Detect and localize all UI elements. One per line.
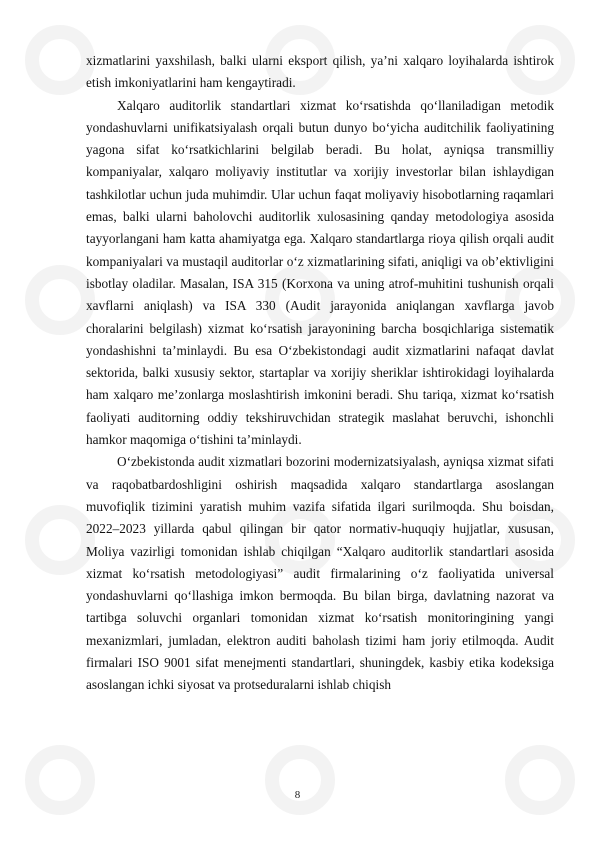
page-number: 8 [294,789,301,801]
paragraph-international-standards: Xalqaro auditorlik standartlari xizmat ko‘rsatishda qo‘llaniladigan metodik yondashuvlarni unifikatsiyalash orqali butun dunyo bo‘yicha auditchilik faoliyatining yagona sifat ko‘rsatkichlarini belgilab beradi. Bu holat, ayniqsa transmilliy kompaniyalar, xalqaro moliyaviy institutlar va xorijiy investorlar bilan ishlaydigan tashkilotlar uchun juda muhimdir. Ular uchun faqat moliyaviy hisobotlarning raqamlari emas, balki ularni baholovchi auditorlik xulosasining qanday metodologiya asosida tayyorlangani ham katta ahamiyatga ega. Xalqaro standartlarga rioya qilish orqali audit kompaniyalari va mustaqil auditorlar o‘z xizmatlarining sifati, aniqligi va ob’ektivligini isbotlay oladilar. Masalan, ISA 315 (Korxona va uning atrof-muhitini tushunish orqali xavflarni aniqlash) va ISA 330 (Audit jarayonida aniqlangan xavflarga javob choralarini belgilash) xizmat ko‘rsatish jarayonining barcha bosqichlariga sistematik yondashishni ta’minlaydi. Bu esa O‘zbekistondagi audit xizmatlarini nafaqat davlat sektorida, balki xususiy sektor, startaplar va xorijiy sheriklar ishtirokidagi loyihalarda ham xalqaro me’zonlarga moslashtirish imkonini beradi. Shu tariqa, xizmat ko‘rsatish faoliyati auditorning oddiy tekshiruvchidan strategik maslahat beruvchi, ishonchli hamkor maqomiga o‘tishini ta’minlaydi. [86,97,554,448]
paragraph-uzbekistan-modernization: O‘zbekistonda audit xizmatlari bozorini modernizatsiyalash, ayniqsa xizmat sifati va raqobatbardoshligini oshirish maqsadida xalqaro standartlarga asoslangan muvofiqlik tizimini yaratish muhim vazifa sifatida ilgari surilmoqda. Shu boisdan, 2022–2023 yillarda qabul qilingan bir qator normativ-huquqiy hujjatlar, xususan, Moliya vazirligi tomonidan ishlab chiqilgan “Xalqaro auditorlik standartlari asosida xizmat ko‘rsatish metodologiyasi” audit firmalarining o‘z faoliyatida universal yondashuvlarni qo‘llashiga imkon bermoqda. Bu bilan birga, davlatning nazorat va tartibga soluvchi organlari tomonidan xizmat ko‘rsatish monitoringining yangi mexanizmlari, jumladan, elektron auditi baholash tizimi ham joriy etilmoqda. Audit firmalari ISO 9001 sifat menejmenti standartlari, shuningdek, kasbiy etika kodeksiga asoslangan ichki siyosat va protseduralarni ishlab chiqish [86,454,554,693]
paragraph-continuation: xizmatlarini yaxshilash, balki ularni eksport qilish, ya’ni xalqaro loyihalarda ishtirok etish imkoniyatlarini ham kengaytiradi. [86,53,554,91]
document-body [86,50,554,697]
